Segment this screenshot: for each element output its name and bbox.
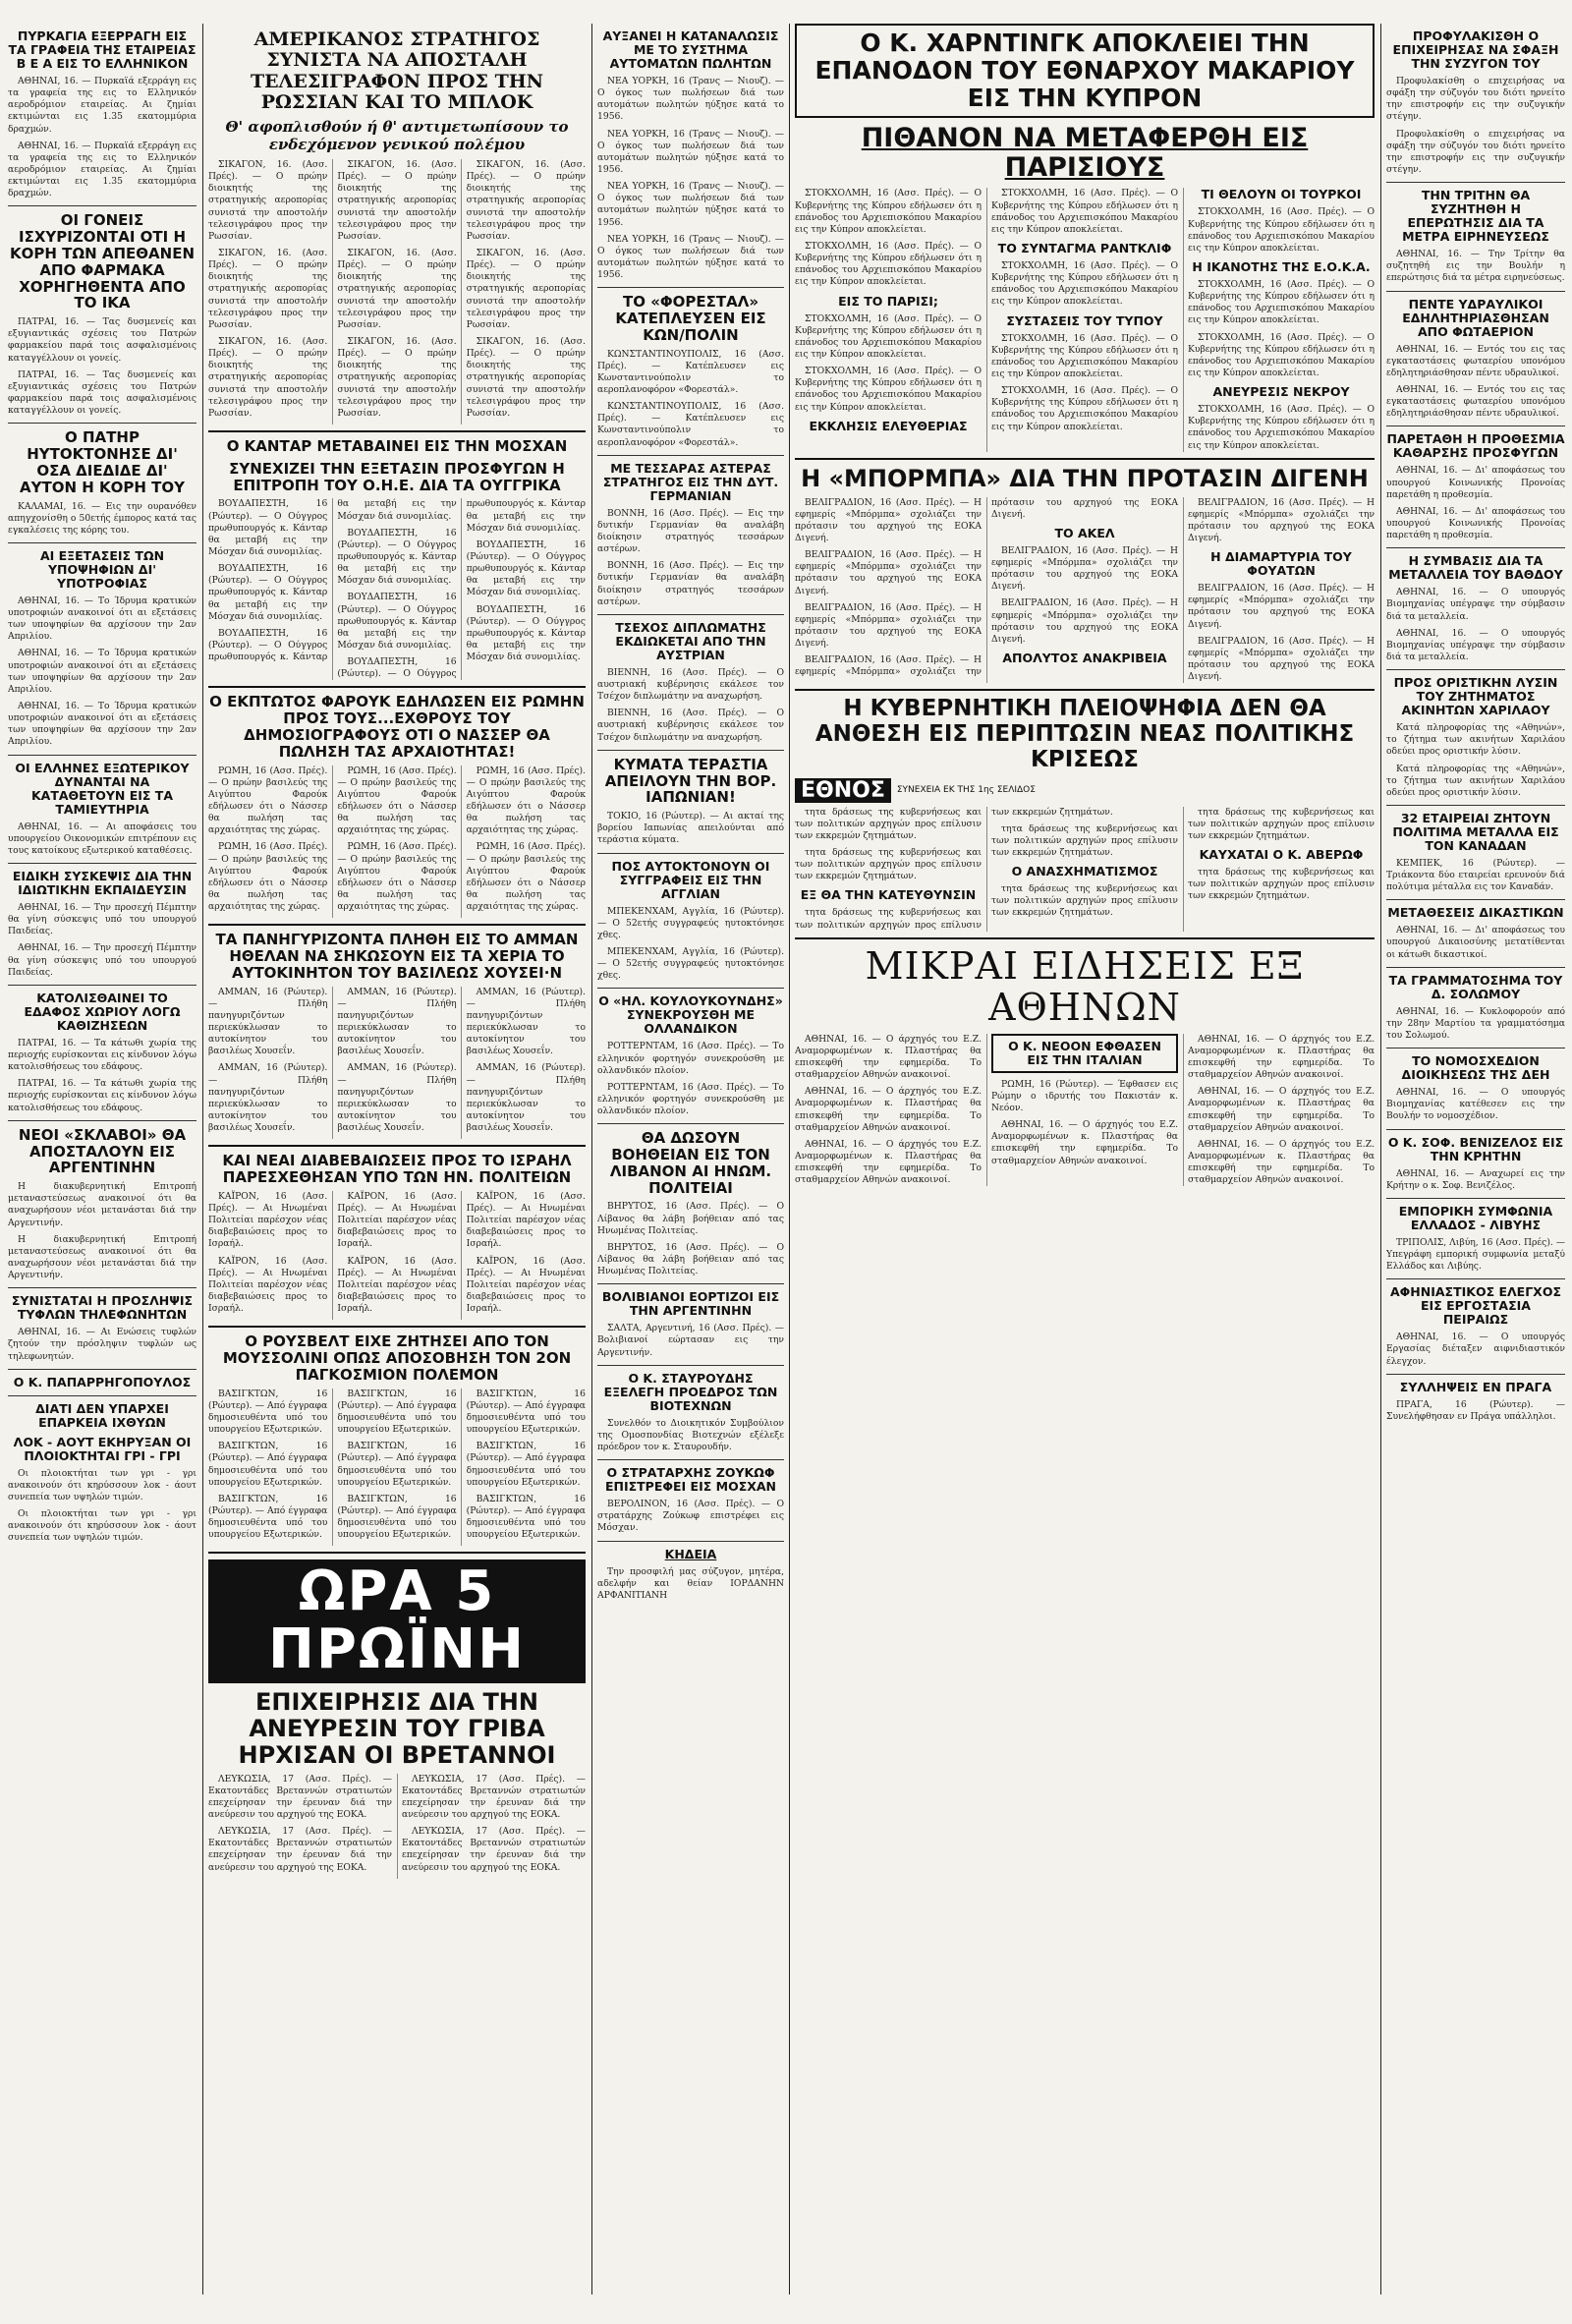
article-text: ΑΘΗΝΑΙ, 16. — Δι' αποφάσεως του υπουργού Κοινωνικής Προνοίας παρετάθη η προθεσμία. (1386, 465, 1565, 500)
article-text: ΑΘΗΝΑΙ, 16. — Ο άρχηγός του Ε.Ζ. Αναμορφωμένων κ. Πλαστήρας θα επισκεφθή την εφημερίδα. Το σταθμαρχείον Αθηνών ανακοινοί. (1188, 1086, 1375, 1133)
article-text: Κατά πληροφορίας της «Αθηνών», το ζήτημα των ακινήτων Χαριλάου οδεύει προς οριστικήν λύσιν. (1386, 763, 1565, 798)
headline: ΠΕΝΤΕ ΥΔΡΑΥΛΙΚΟΙ ΕΔΗΛΗΤΗΡΙΑΣΘΗΣΑΝ ΑΠΟ ΦΩΤΑΕΡΙΟΝ (1402, 296, 1549, 339)
section-heading: ΕΞ ΘΑ ΤΗΝ ΚΑΤΕΥΘΥΝΣΙΝ (800, 887, 977, 903)
article-text: ΒΑΣΙΓΚΤΩΝ, 16 (Ρώυτερ). — Από έγγραφα δημοσιευθέντα υπό του υπουργείου Εξωτερικών. (208, 1441, 328, 1488)
headline: ΤΟ ΝΟΜΟΣΧΕΔΙΟΝ ΔΙΟΙΚΗΣΕΩΣ ΤΗΣ ΔΕΗ (1401, 1053, 1550, 1083)
article-text: ΜΠΕΚΕΝΧΑΜ, Αγγλία, 16 (Ρώυτερ). — Ο 52ετής συγγραφεύς ηυτοκτόνησε χθες. (597, 945, 784, 982)
article-text: ΚΑΪΡΟΝ, 16 (Ασσ. Πρές). — Αι Ηνωμέναι Πολιτείαι παρέσχον νέας διαβεβαιώσεις προς το Ισραήλ. (337, 1255, 457, 1315)
article-text: ΑΘΗΝΑΙ, 16. — Πυρκαϊά εξερράγη εις τα γραφεία της εις το Ελληνικόν αεροδρόμιον εταιρείας. Αι ζημίαι εκτιμώνται εις 1.35 εκατομμύρια δραχμών. (8, 140, 196, 199)
article-text: Η διακυβερνητική Επιτροπή μεταναστεύσεως ανακοινοί ότι θα αναχωρήσουν νέοι μετανάσται διά την Αργεντινήν. (8, 1181, 196, 1228)
article-text: Η διακυβερνητική Επιτροπή μεταναστεύσεως ανακοινοί ότι θα αναχωρήσουν νέοι μετανάσται διά την Αργεντινήν. (8, 1233, 196, 1281)
section-heading: ΑΠΟΛΥΤΟΣ ΑΝΑΚΡΙΒΕΙΑ (1002, 651, 1167, 665)
article-text: ΒΕΛΙΓΡΑΔΙΟΝ, 16 (Ασσ. Πρές). — Η εφημερίς «Μπόρμπα» σχολιάζει την πρότασιν του αρχηγού της ΕΟΚΑ Διγενή. (795, 549, 982, 596)
headline: Ο ΡΟΥΣΒΕΛΤ ΕΙΧΕ ΖΗΤΗΣΕΙ ΑΠΟ ΤΟΝ ΜΟΥΣΣΟΛΙΝΙ ΟΠΩΣ ΑΠΟΣΟΒΗΣΗ ΤΟΝ 2ΟΝ ΠΑΓΚΟΣΜΙΟΝ ΠΟΛΕΜΟΝ (222, 1332, 572, 1384)
article-text: ΠΑΤΡΑΙ, 16. — Τα κάτωθι χωρία της περιοχής ευρίσκονται εις κίνδυνον λόγω κατολισθήσεως του εδάφους. (8, 1037, 196, 1073)
article-text: Συνελθόν το Διοικητικόν Συμβούλιον της Ομοσπονδίας Βιοτεχνών εξέλεξε πρόεδρον τον κ. Σταυρουδήν. (597, 1417, 784, 1452)
article-text: ΣΤΟΚΧΟΛΜΗ, 16 (Ασσ. Πρές). — Ο Κυβερνήτης της Κύπρου εδήλωσεν ότι η επάνοδος του Αρχιεπισκόπου Μακαρίου εις την Κύπρον αποκλείεται. (991, 260, 1178, 308)
article-text: ΑΘΗΝΑΙ, 16. — Αι Ενώσεις τυφλών ζητούν την πρόσληψιν τυφλών ως τηλεφωνητών. (8, 1327, 196, 1362)
article-text: ΑΜΜΑΝ, 16 (Ρώυτερ). — Πλήθη πανηγυριζόντων περιεκύκλωσαν το αυτοκίνητον του βασιλέως Χουσεΐν. (208, 986, 328, 1057)
article-text: ΣΙΚΑΓΟΝ, 16. (Ασσ. Πρές). — Ο πρώην διοικητής της στρατηγικής αεροπορίας συνιστά την αποστολήν τελεσιγράφου προς την Ρωσσίαν. (466, 159, 586, 242)
article-text: ΣΤΟΚΧΟΛΜΗ, 16 (Ασσ. Πρές). — Ο Κυβερνήτης της Κύπρου εδήλωσεν ότι η επάνοδος του Αρχιεπισκόπου Μακαρίου εις την Κύπρον αποκλείεται. (1188, 206, 1375, 254)
article-text: ΚΑΪΡΟΝ, 16 (Ασσ. Πρές). — Αι Ηνωμέναι Πολιτείαι παρέσχον νέας διαβεβαιώσεις προς το Ισραήλ. (337, 1190, 457, 1250)
article-text: ΒΑΣΙΓΚΤΩΝ, 16 (Ρώυτερ). — Από έγγραφα δημοσιευθέντα υπό του υπουργείου Εξωτερικών. (337, 1441, 457, 1488)
article-text: ΣΙΚΑΓΟΝ, 16. (Ασσ. Πρές). — Ο πρώην διοικητής της στρατηγικής αεροπορίας συνιστά την αποστολήν τελεσιγράφου προς την Ρωσσίαν. (466, 248, 586, 330)
article-text: τητα δράσεως της κυβερνήσεως και των πολιτικών αρχηγών προς επίλυσιν των εκκρεμών ζητημάτων. (795, 846, 982, 882)
article-text: ΡΩΜΗ, 16 (Ασσ. Πρές). — Ο πρώην βασιλεύς της Αιγύπτου Φαρούκ εδήλωσεν ότι ο Νάσσερ θα πωλήση τας αρχαιότητας της χώρας. (208, 841, 328, 913)
article-text: ΣΙΚΑΓΟΝ, 16. (Ασσ. Πρές). — Ο πρώην διοικητής της στρατηγικής αεροπορίας συνιστά την αποστολήν τελεσιγράφου προς την Ρωσσίαν. (208, 248, 328, 330)
article-text: ΣΙΚΑΓΟΝ, 16. (Ασσ. Πρές). — Ο πρώην διοικητής της στρατηγικής αεροπορίας συνιστά την αποστολήν τελεσιγράφου προς την Ρωσσίαν. (337, 336, 457, 419)
article-text: ΡΟΤΤΕΡΝΤΑΜ, 16 (Ασσ. Πρές). — Το ελληνικόν φορτηγόν συνεκρούσθη με ολλανδικόν πλοίον. (597, 1081, 784, 1117)
article-text: ΣΙΚΑΓΟΝ, 16. (Ασσ. Πρές). — Ο πρώην διοικητής της στρατηγικής αεροπορίας συνιστά την αποστολήν τελεσιγράφου προς την Ρωσσίαν. (466, 336, 586, 419)
section-heading: ΤΟ ΑΚΕΛ (1054, 525, 1115, 540)
headline: ΚΑΙ ΝΕΑΙ ΔΙΑΒΕΒΑΙΩΣΕΙΣ ΠΡΟΣ ΤΟ ΙΣΡΑΗΛ ΠΑΡΕΣΧΕΘΗΣΑΝ ΥΠΟ ΤΩΝ ΗΝ. ΠΟΛΙΤΕΙΩΝ (222, 1152, 572, 1187)
column-rule (789, 24, 790, 2295)
article-text: ΒΑΣΙΓΚΤΩΝ, 16 (Ρώυτερ). — Από έγγραφα δημοσιευθέντα υπό του υπουργείου Εξωτερικών. (208, 1493, 328, 1541)
section-heading: Η ΙΚΑΝΟΤΗΣ ΤΗΣ Ε.Ο.Κ.Α. (1192, 259, 1371, 275)
article-text: ΛΕΥΚΩΣΙΑ, 17 (Ασσ. Πρές). — Εκατοντάδες Βρεταννών στρατιωτών επεχείρησαν την έρευναν διά την ανεύρεσιν του αρχηγού της ΕΟΚΑ. (402, 1773, 586, 1821)
article-text: ΑΜΜΑΝ, 16 (Ρώυτερ). — Πλήθη πανηγυριζόντων περιεκύκλωσαν το αυτοκίνητον του βασιλέως Χουσεΐν. (466, 986, 586, 1057)
column-1 (8, 24, 196, 2295)
article-text: ΑΘΗΝΑΙ, 16. — Την Τρίτην θα συζητηθή εις την Βουλήν η επερώτησις διά τα μέτρα ειρηνεύσεως. (1386, 249, 1565, 284)
banner-headline: ΩΡΑ 5 ΠΡΩΪΝΗ (208, 1559, 586, 1683)
headline: ΕΜΠΟΡΙΚΗ ΣΥΜΦΩΝΙΑ ΕΛΛΑΔΟΣ - ΛΙΒΥΗΣ (1398, 1203, 1553, 1232)
article-text: ΤΡΙΠΟΛΙΣ, Λιβύη, 16 (Ασσ. Πρές). — Υπεγράφη εμπορική συμφωνία μεταξύ Ελλάδος και Λιβύης. (1386, 1236, 1565, 1273)
headline: ΟΙ ΓΟΝΕΙΣ ΙΣΧΥΡΙΖΟΝΤΑΙ ΟΤΙ Η ΚΟΡΗ ΤΩΝ ΑΠΕΘΑΝΕΝ ΑΠΟ ΦΑΡΜΑΚΑ ΧΟΡΗΓΗΘΕΝΤΑ ΑΠΟ ΤΟ ΙΚΑ (9, 211, 196, 312)
article-text: ΑΘΗΝΑΙ, 16. — Δι' αποφάσεως του υπουργού Δικαιοσύνης μετατίθενται οι κάτωθι δικαστικοί. (1386, 925, 1565, 960)
column-rule (591, 24, 592, 2295)
article-text: ΑΘΗΝΑΙ, 16. — Κυκλοφορούν από την 28ην Μαρτίου τα γραμματόσημα του Σολωμού. (1386, 1005, 1565, 1042)
headline: Η ΣΥΜΒΑΣΙΣ ΔΙΑ ΤΑ ΜΕΤΑΛΛΕΙΑ ΤΟΥ ΒΑΘΔΟΥ (1388, 553, 1563, 583)
article-text: ΒΑΣΙΓΚΤΩΝ, 16 (Ρώυτερ). — Από έγγραφα δημοσιευθέντα υπό του υπουργείου Εξωτερικών. (466, 1388, 586, 1436)
article-text: τητα δράσεως της κυβερνήσεως και των πολιτικών αρχηγών προς επίλυσιν των εκκρεμών ζητημάτων. (991, 883, 1178, 919)
article-text: τητα δράσεως της κυβερνήσεως και των πολιτικών αρχηγών προς επίλυσιν των εκκρεμών ζητημάτων. (1188, 806, 1375, 841)
article-text: ΒΕΛΙΓΡΑΔΙΟΝ, 16 (Ασσ. Πρές). — Η εφημερίς «Μπόρμπα» σχολιάζει την πρότασιν του αρχηγού της ΕΟΚΑ Διγενή. (1188, 583, 1375, 630)
article-text: ΑΜΜΑΝ, 16 (Ρώυτερ). — Πλήθη πανηγυριζόντων περιεκύκλωσαν το αυτοκίνητον του βασιλέως Χουσεΐν. (208, 1062, 328, 1134)
article-text: ΣΤΟΚΧΟΛΜΗ, 16 (Ασσ. Πρές). — Ο Κυβερνήτης της Κύπρου εδήλωσεν ότι η επάνοδος του Αρχιεπισκόπου Μακαρίου εις την Κύπρον αποκλείεται. (1188, 279, 1375, 326)
headline: 32 ΕΤΑΙΡΕΙΑΙ ΖΗΤΟΥΝ ΠΟΛΙΤΙΜΑ ΜΕΤΑΛΛΑ ΕΙΣ ΤΟΝ ΚΑΝΑΔΑΝ (1392, 810, 1559, 853)
article-text: ΒΑΣΙΓΚΤΩΝ, 16 (Ρώυτερ). — Από έγγραφα δημοσιευθέντα υπό του υπουργείου Εξωτερικών. (208, 1388, 328, 1436)
article-text: ΛΕΥΚΩΣΙΑ, 17 (Ασσ. Πρές). — Εκατοντάδες Βρεταννών στρατιωτών επεχείρησαν την έρευναν διά την ανεύρεσιν του αρχηγού της ΕΟΚΑ. (208, 1826, 392, 1873)
section-heading: ΤΟ ΣΥΝΤΑΓΜΑ ΡΑΝΤΚΛΙΦ (997, 241, 1172, 256)
continued-note: ΣΥΝΕΧΕΙΑ ΕΚ ΤΗΣ 1ης ΣΕΛΙΔΟΣ (896, 785, 1036, 796)
article-text: ΒΕΛΙΓΡΑΔΙΟΝ, 16 (Ασσ. Πρές). — Η εφημερίς «Μπόρμπα» σχολιάζει την πρότασιν του αρχηγού της ΕΟΚΑ Διγενή. (991, 544, 1178, 593)
article-text: ΑΘΗΝΑΙ, 16. — Ο άρχηγός του Ε.Ζ. Αναμορφωμένων κ. Πλαστήρας θα επισκεφθή την εφημερίδα. Το σταθμαρχείον Αθηνών ανακοινοί. (1188, 1138, 1375, 1186)
section-heading: Η ΔΙΑΜΑΡΤΥΡΙΑ ΤΟΥ ΦΟΥΑΤΩΝ (1210, 549, 1352, 579)
article-text: ΒΑΣΙΓΚΤΩΝ, 16 (Ρώυτερ). — Από έγγραφα δημοσιευθέντα υπό του υπουργείου Εξωτερικών. (466, 1441, 586, 1488)
headline: Ο Κ. ΠΑΠΑΡΡΗΓΟΠΟΥΛΟΣ (13, 1374, 192, 1389)
section-heading: Ο Κ. ΝΕΟΟΝ ΕΦΘΑΣΕΝ ΕΙΣ ΤΗΝ ΙΤΑΛΙΑΝ (991, 1034, 1178, 1073)
article-text: ΒΗΡΥΤΟΣ, 16 (Ασσ. Πρές). — Ο Λίβανος θα λάβη βοήθειαν από τας Ηνωμένας Πολιτείας. (597, 1201, 784, 1236)
headline: ΠΟΣ ΑΥΤΟΚΤΟΝΟΥΝ ΟΙ ΣΥΓΓΡΑΦΕΙΣ ΕΙΣ ΤΗΝ ΑΓΓΛΙΑΝ (611, 858, 770, 901)
article-text: ΑΘΗΝΑΙ, 16. — Ο άρχηγός του Ε.Ζ. Αναμορφωμένων κ. Πλαστήρας θα επισκεφθή την εφημερίδα. Το σταθμαρχείον Αθηνών ανακοινοί. (1188, 1033, 1375, 1081)
article-text: ΡΩΜΗ, 16 (Ασσ. Πρές). — Ο πρώην βασιλεύς της Αιγύπτου Φαρούκ εδήλωσεν ότι ο Νάσσερ θα πωλήση τας αρχαιότητας της χώρας. (208, 765, 328, 836)
headline: ΣΥΝΙΣΤΑΤΑΙ Η ΠΡΟΣΛΗΨΙΣ ΤΥΦΛΩΝ ΤΗΛΕΦΩΝΗΤΩΝ (11, 1293, 194, 1323)
article-text: ΚΑΪΡΟΝ, 16 (Ασσ. Πρές). — Αι Ηνωμέναι Πολιτείαι παρέσχον νέας διαβεβαιώσεις προς το Ισραήλ. (208, 1255, 328, 1315)
article-text: ΒΟΥΔΑΠΕΣΤΗ, 16 (Ρώυτερ). — Ο Ούγγρος πρωθυπουργός κ. Κάνταρ θα μεταβή εις την Μόσχαν διά συνομιλίας. (337, 527, 457, 587)
article-text: ΑΘΗΝΑΙ, 16. — Εντός του εις τας εγκαταστάσεις φωταερίου υπονόμου εδηλητηριάσθησαν πέντε υδραυλικοί. (1386, 383, 1565, 420)
article-text: ΑΘΗΝΑΙ, 16. — Ο άρχηγός του Ε.Ζ. Αναμορφωμένων κ. Πλαστήρας θα επισκεφθή την εφημερίδα. Το σταθμαρχείον Αθηνών ανακοινοί. (991, 1119, 1178, 1166)
article-text: ΡΩΜΗ, 16 (Ασσ. Πρές). — Ο πρώην βασιλεύς της Αιγύπτου Φαρούκ εδήλωσεν ότι ο Νάσσερ θα πωλήση τας αρχαιότητας της χώρας. (337, 841, 457, 913)
article-text: ΑΘΗΝΑΙ, 16. — Ο άρχηγός του Ε.Ζ. Αναμορφωμένων κ. Πλαστήρας θα επισκεφθή την εφημερίδα. Το σταθμαρχείον Αθηνών ανακοινοί. (795, 1033, 982, 1081)
article-text: ΒΕΛΙΓΡΑΔΙΟΝ, 16 (Ασσ. Πρές). — Η εφημερίς «Μπόρμπα» σχολιάζει την πρότασιν του αρχηγού της ΕΟΚΑ Διγενή. (795, 496, 1178, 678)
headline: ΤΑ ΠΑΝΗΓΥΡΙΖΟΝΤΑ ΠΛΗΘΗ ΕΙΣ ΤΟ ΑΜΜΑΝ ΗΘΕΛΑΝ ΝΑ ΣΗΚΩΣΟΥΝ ΕΙΣ ΤΑ ΧΕΡΙΑ ΤΟ ΑΥΤΟΚΙΝΗΤΟΝ ΤΟΥ ΒΑΣΙΛΕΩΣ ΧΟΥΣΕΙ·Ν (215, 931, 579, 982)
article-text: ΤΟΚΙΟ, 16 (Ρώυτερ). — Αι ακταί της βορείου Ιαπωνίας απειλούνται από τεράστια κύματα. (597, 811, 784, 846)
article-text: ΚΕΜΠΕΚ, 16 (Ρώυτερ). — Τριάκοντα δύο εταιρείαι ερευνούν διά πολύτιμα μέταλλα εις τον Καναδάν. (1386, 857, 1565, 893)
article-text: ΚΑΪΡΟΝ, 16 (Ασσ. Πρές). — Αι Ηνωμέναι Πολιτείαι παρέσχον νέας διαβεβαιώσεις προς το Ισραήλ. (466, 1255, 586, 1315)
article-text: ΒΟΥΔΑΠΕΣΤΗ, 16 (Ρώυτερ). — Ο Ούγγρος πρωθυπουργός κ. Κάνταρ θα μεταβή εις την Μόσχαν διά συνομιλίας. (208, 563, 328, 622)
article-text: ΒΟΥΔΑΠΕΣΤΗ, 16 (Ρώυτερ). — Ο Ούγγρος πρωθυπουργός κ. Κάνταρ θα μεταβή εις την Μόσχαν διά συνομιλίας. (337, 498, 586, 680)
section-heading: ΚΑΥΧΑΤΑΙ Ο Κ. ΑΒΕΡΩΦ (1199, 846, 1364, 862)
article-text: ΑΘΗΝΑΙ, 16. — Ο άρχηγός του Ε.Ζ. Αναμορφωμένων κ. Πλαστήρας θα επισκεφθή την εφημερίδα. Το σταθμαρχείον Αθηνών ανακοινοί. (795, 1086, 982, 1133)
article-text: ΒΙΕΝΝΗ, 16 (Ασσ. Πρές). — Ο αυστριακή κυβέρνησις εκάλεσε τον Τσέχον διπλωμάτην να αναχωρήση. (597, 666, 784, 703)
headline: ΤΑ ΓΡΑΜΜΑΤΟΣΗΜΑ ΤΟΥ Δ. ΣΟΛΩΜΟΥ (1388, 972, 1563, 1001)
headline: ΠΙΘΑΝΟΝ ΝΑ ΜΕΤΑΦΕΡΘΗ ΕΙΣ ΠΑΡΙΣΙΟΥΣ (861, 123, 1309, 184)
article-text: ΑΘΗΝΑΙ, 16. — Ο υπουργός Βιομηχανίας υπέγραψε την σύμβασιν διά τα μεταλλεία. (1386, 587, 1565, 622)
article-text: ΚΩΝΣΤΑΝΤΙΝΟΥΠΟΛΙΣ, 16 (Ασσ. Πρές). — Κατέπλευσεν εις Κωνσταντινούπολιν το αεροπλανοφόρον «Φορεστάλ». (597, 401, 784, 448)
column-rule (202, 24, 203, 2295)
article-text: ΑΘΗΝΑΙ, 16. — Πυρκαϊά εξερράγη εις τα γραφεία της εις το Ελληνικόν αεροδρόμιον εταιρείας. Αι ζημίαι εκτιμώνται εις 1.35 εκατομμύρια δραχμών. (8, 76, 196, 135)
article-text: ΚΩΝΣΤΑΝΤΙΝΟΥΠΟΛΙΣ, 16 (Ασσ. Πρές). — Κατέπλευσεν εις Κωνσταντινούπολιν το αεροπλανοφόρον «Φορεστάλ». (597, 348, 784, 396)
headline: Ο ΚΑΝΤΑΡ ΜΕΤΑΒΑΙΝΕΙ ΕΙΣ ΤΗΝ ΜΟΣΧΑΝ (226, 437, 568, 456)
article-text: ΑΘΗΝΑΙ, 16. — Ο υπουργός Βιομηχανίας κατέθεσεν εις την Βουλήν το νομοσχέδιον. (1386, 1087, 1565, 1122)
article-text: ΚΑΪΡΟΝ, 16 (Ασσ. Πρές). — Αι Ηνωμέναι Πολιτείαι παρέσχον νέας διαβεβαιώσεις προς το Ισραήλ. (466, 1190, 586, 1250)
headline: ΚΗΔΕΙΑ (664, 1546, 717, 1561)
article-text: ΚΑΪΡΟΝ, 16 (Ασσ. Πρές). — Αι Ηνωμέναι Πολιτείαι παρέσχον νέας διαβεβαιώσεις προς το Ισραήλ. (208, 1190, 328, 1250)
article-text: ΒΕΛΙΓΡΑΔΙΟΝ, 16 (Ασσ. Πρές). — Η εφημερίς «Μπόρμπα» σχολιάζει την πρότασιν του αρχηγού της ΕΟΚΑ Διγενή. (795, 601, 982, 650)
article-text: ΒΑΣΙΓΚΤΩΝ, 16 (Ρώυτερ). — Από έγγραφα δημοσιευθέντα υπό του υπουργείου Εξωτερικών. (466, 1493, 586, 1541)
headline: ΑΙ ΕΞΕΤΑΣΕΙΣ ΤΩΝ ΥΠΟΨΗΦΙΩΝ ΔΙ' ΥΠΟΤΡΟΦΙΑΣ (39, 547, 165, 591)
article-text: ΡΩΜΗ, 16 (Ασσ. Πρές). — Ο πρώην βασιλεύς της Αιγύπτου Φαρούκ εδήλωσεν ότι ο Νάσσερ θα πωλήση τας αρχαιότητας της χώρας. (466, 765, 586, 836)
headline: ΠΥΡΚΑΓΙΑ ΕΞΕΡΡΑΓΗ ΕΙΣ ΤΑ ΓΡΑΦΕΙΑ ΤΗΣ ΕΤΑΙΡΕΙΑΣ Β Ε Α ΕΙΣ ΤΟ ΕΛΛΗΝΙΚΟΝ (8, 28, 196, 71)
article-text: ΣΙΚΑΓΟΝ, 16. (Ασσ. Πρές). — Ο πρώην διοικητής της στρατηγικής αεροπορίας συνιστά την αποστολήν τελεσιγράφου προς την Ρωσσίαν. (208, 159, 328, 242)
article-text: ΒΑΣΙΓΚΤΩΝ, 16 (Ρώυτερ). — Από έγγραφα δημοσιευθέντα υπό του υπουργείου Εξωτερικών. (337, 1493, 457, 1541)
article-text: ΠΑΤΡΑΙ, 16. — Τας δυσμενείς και εξυγιαντικάς σχέσεις του Πατρών φαρμακείου παρά τοις ασφαλισμένοις καταγγέλλουν οι γονείς. (8, 368, 196, 417)
headline: Ο Κ. ΧΑΡΝΤΙΝΓΚ ΑΠΟΚΛΕΙΕΙ ΤΗΝ ΕΠΑΝΟΔΟΝ ΤΟΥ ΕΘΝΑΡΧΟΥ ΜΑΚΑΡΙΟΥ ΕΙΣ ΤΗΝ ΚΥΠΡΟΝ (795, 24, 1375, 118)
article-text: ΛΕΥΚΩΣΙΑ, 17 (Ασσ. Πρές). — Εκατοντάδες Βρεταννών στρατιωτών επεχείρησαν την έρευναν διά την ανεύρεσιν του αρχηγού της ΕΟΚΑ. (402, 1826, 586, 1873)
article-text: ΣΤΟΚΧΟΛΜΗ, 16 (Ασσ. Πρές). — Ο Κυβερνήτης της Κύπρου εδήλωσεν ότι η επάνοδος του Αρχιεπισκόπου Μακαρίου εις την Κύπρον αποκλείεται. (991, 385, 1178, 432)
headline: ΜΕΤΑΘΕΣΕΙΣ ΔΙΚΑΣΤΙΚΩΝ (1387, 905, 1564, 921)
article-text: ΝΕΑ ΥΟΡΚΗ, 16 (Τρανς — Νιουζ). — Ο όγκος των πωλήσεων διά των αυτομάτων πωλητών ηύξησε κατά το 1956. (597, 76, 784, 123)
headline: ΚΥΜΑΤΑ ΤΕΡΑΣΤΙΑ ΑΠΕΙΛΟΥΝ ΤΗΝ ΒΟΡ. ΙΑΠΩΝΙΑΝ! (604, 755, 777, 807)
article-text: ΒΟΥΔΑΠΕΣΤΗ, 16 (Ρώυτερ). — Ο Ούγγρος πρωθυπουργός κ. Κάνταρ θα μεταβή εις την Μόσχαν διά συνομιλίας. (466, 538, 586, 598)
article-text: τητα δράσεως της κυβερνήσεως και των πολιτικών αρχηγών προς επίλυσιν των εκκρεμών ζητημάτων. (1188, 866, 1375, 902)
headline: ΠΡΟΦΥΛΑΚΙΣΘΗ Ο ΕΠΙΧΕΙΡΗΣΑΣ ΝΑ ΣΦΑΞΗ ΤΗΝ ΣΥΖΥΓΟΝ ΤΟΥ (1392, 28, 1559, 71)
headline: Ο ΣΤΡΑΤΑΡΧΗΣ ΖΟΥΚΩΦ ΕΠΙΣΤΡΕΦΕΙ ΕΙΣ ΜΟΣΧΑΝ (604, 1465, 777, 1495)
article-text: ΜΠΕΚΕΝΧΑΜ, Αγγλία, 16 (Ρώυτερ). — Ο 52ετής συγγραφεύς ηυτοκτόνησε χθες. (597, 905, 784, 940)
article-text: ΑΜΜΑΝ, 16 (Ρώυτερ). — Πλήθη πανηγυριζόντων περιεκύκλωσαν το αυτοκίνητον του βασιλέως Χουσεΐν. (337, 1062, 457, 1134)
article-text: ΝΕΑ ΥΟΡΚΗ, 16 (Τρανς — Νιουζ). — Ο όγκος των πωλήσεων διά των αυτομάτων πωλητών ηύξησε κατά το 1956. (597, 181, 784, 228)
article-text: ΣΙΚΑΓΟΝ, 16. (Ασσ. Πρές). — Ο πρώην διοικητής της στρατηγικής αεροπορίας συνιστά την αποστολήν τελεσιγράφου προς την Ρωσσίαν. (337, 159, 457, 242)
column-2 (208, 24, 586, 2295)
article-text: Την προσφιλή μας σύζυγον, μητέρα, αδελφήν και θείαν ΙΟΡΔΑΝΗΝ ΑΡΦΑΝΙΤΙΑΝΗ (597, 1565, 784, 1601)
newspaper-logo-icon: ΕΘΝΟΣ (795, 778, 891, 803)
article-text: ΣΤΟΚΧΟΛΜΗ, 16 (Ασσ. Πρές). — Ο Κυβερνήτης της Κύπρου εδήλωσεν ότι η επάνοδος του Αρχιεπισκόπου Μακαρίου εις την Κύπρον αποκλείεται. (1188, 404, 1375, 451)
article-text: ΒΟΥΔΑΠΕΣΤΗ, 16 (Ρώυτερ). — Ο Ούγγρος πρωθυπουργός κ. Κάνταρ θα μεταβή εις την Μόσχαν διά συνομιλίας. (208, 498, 457, 663)
column-4 (795, 24, 1375, 2295)
article-text: ΑΘΗΝΑΙ, 16. — Ο υπουργός Βιομηχανίας υπέγραψε την σύμβασιν διά τα μεταλλεία. (1386, 627, 1565, 662)
article-text: ΡΩΜΗ, 16 (Ρώυτερ). — Έφθασεν εις Ρώμην ο ιδρυτής του Πακιστάν κ. Νεόον. (991, 1078, 1178, 1114)
article-text: ΒΟΝΝΗ, 16 (Ασσ. Πρές). — Εις την δυτικήν Γερμανίαν θα αναλάβη διοίκησιν στρατηγός τεσσάρων αστέρων. (597, 560, 784, 607)
article-text: ΣΤΟΚΧΟΛΜΗ, 16 (Ασσ. Πρές). — Ο Κυβερνήτης της Κύπρου εδήλωσεν ότι η επάνοδος του Αρχιεπισκόπου Μακαρίου εις την Κύπρον αποκλείεται. (991, 188, 1178, 235)
article-text: ΝΕΑ ΥΟΡΚΗ, 16 (Τρανς — Νιουζ). — Ο όγκος των πωλήσεων διά των αυτομάτων πωλητών ηύξησε κατά το 1956. (597, 233, 784, 281)
article-text: Προφυλακίσθη ο επιχειρήσας να σφάξη την σύζυγόν του διότι ηρνείτο την επιστροφήν εις την συζυγικήν στέγην. (1386, 76, 1565, 123)
headline: ΣΥΛΛΗΨΕΙΣ ΕΝ ΠΡΑΓΑ (1399, 1379, 1552, 1394)
article-text: ΡΟΤΤΕΡΝΤΑΜ, 16 (Ασσ. Πρές). — Το ελληνικόν φορτηγόν συνεκρούσθη με ολλανδικόν πλοίον. (597, 1041, 784, 1076)
article-text: ΒΕΛΙΓΡΑΔΙΟΝ, 16 (Ασσ. Πρές). — Η εφημερίς «Μπόρμπα» σχολιάζει την πρότασιν του αρχηγού της ΕΟΚΑ Διγενή. (991, 597, 1178, 645)
article-text: τητα δράσεως της κυβερνήσεως και των πολιτικών αρχηγών προς επίλυσιν των εκκρεμών ζητημάτων. (991, 822, 1178, 858)
section-heading: ΑΝΕΥΡΕΣΙΣ ΝΕΚΡΟΥ (1212, 384, 1350, 400)
section-heading: ΣΥΣΤΑΣΕΙΣ ΤΟΥ ΤΥΠΟΥ (1006, 312, 1163, 328)
article-text: ΠΑΤΡΑΙ, 16. — Τας δυσμενείς και εξυγιαντικάς σχέσεις του Πατρών φαρμακείου παρά τοις ασφαλισμένοις καταγγέλλουν οι γονείς. (8, 316, 196, 364)
article-text: ΠΡΑΓΑ, 16 (Ρώυτερ). — Συνελήφθησαν εν Πράγα υπάλληλοι. (1386, 1398, 1565, 1422)
article-text: ΣΙΚΑΓΟΝ, 16. (Ασσ. Πρές). — Ο πρώην διοικητής της στρατηγικής αεροπορίας συνιστά την αποστολήν τελεσιγράφου προς την Ρωσσίαν. (337, 248, 457, 330)
article-text: ΣΤΟΚΧΟΛΜΗ, 16 (Ασσ. Πρές). — Ο Κυβερνήτης της Κύπρου εδήλωσεν ότι η επάνοδος του Αρχιεπισκόπου Μακαρίου εις την Κύπρον αποκλείεται. (795, 312, 982, 361)
article-text: ΒΟΥΔΑΠΕΣΤΗ, 16 (Ρώυτερ). — Ο Ούγγρος πρωθυπουργός κ. Κάνταρ θα μεταβή εις την Μόσχαν διά συνομιλίας. (337, 592, 457, 651)
article-text: ΒΕΛΙΓΡΑΔΙΟΝ, 16 (Ασσ. Πρές). — Η εφημερίς «Μπόρμπα» σχολιάζει την πρότασιν του αρχηγού της ΕΟΚΑ Διγενή. (795, 496, 982, 544)
article-text: ΑΘΗΝΑΙ, 16. — Το Ίδρυμα κρατικών υποτροφιών ανακοινοί ότι αι εξετάσεις των υποψηφίων θα αρχίσουν την 2αν Απριλίου. (8, 595, 196, 643)
article-text: ΑΜΜΑΝ, 16 (Ρώυτερ). — Πλήθη πανηγυριζόντων περιεκύκλωσαν το αυτοκίνητον του βασιλέως Χουσεΐν. (337, 986, 457, 1057)
article-text: ΣΙΚΑΓΟΝ, 16. (Ασσ. Πρές). — Ο πρώην διοικητής της στρατηγικής αεροπορίας συνιστά την αποστολήν τελεσιγράφου προς την Ρωσσίαν. (208, 336, 328, 419)
headline: ΠΡΟΣ ΟΡΙΣΤΙΚΗΝ ΛΥΣΙΝ ΤΟΥ ΖΗΤΗΜΑΤΟΣ ΑΚΙΝΗΤΩΝ ΧΑΡΙΛΑΟΥ (1393, 675, 1558, 718)
article-text: Οι πλοιοκτήται των γρι - γρι ανακοινούν ότι κηρύσσουν λοκ - άουτ συνεπεία των υψηλών τιμών. (8, 1508, 196, 1544)
headline: Ο Κ. ΣΟΦ. ΒΕΝΙΖΕΛΟΣ ΕΙΣ ΤΗΝ ΚΡΗΤΗΝ (1387, 1134, 1564, 1163)
headline: ΔΙΑΤΙ ΔΕΝ ΥΠΑΡΧΕΙ ΕΠΑΡΚΕΙΑ ΙΧΘΥΩΝ (35, 1400, 169, 1430)
article-text: ΒΗΡΥΤΟΣ, 16 (Ασσ. Πρές). — Ο Λίβανος θα λάβη βοήθειαν από τας Ηνωμένας Πολιτείας. (597, 1241, 784, 1277)
headline: ΛΟΚ - ΑΟΥΤ ΕΚΗΡΥΞΑΝ ΟΙ ΠΛΟΙΟΚΤΗΤΑΙ ΓΡΙ - ΓΡΙ (13, 1434, 192, 1463)
article-text: ΒΟΥΔΑΠΕΣΤΗ, 16 (Ρώυτερ). — Ο Ούγγρος πρωθυπουργός κ. Κάνταρ θα μεταβή εις την Μόσχαν διά συνομιλίας. (208, 498, 328, 557)
article-text: ΒΟΝΝΗ, 16 (Ασσ. Πρές). — Εις την δυτικήν Γερμανίαν θα αναλάβη διοίκησιν στρατηγός τεσσάρων αστέρων. (597, 507, 784, 555)
headline: Η «ΜΠΟΡΜΠΑ» ΔΙΑ ΤΗΝ ΠΡΟΤΑΣΙΝ ΔΙΓΕΝΗ (801, 464, 1369, 492)
article-text: Κατά πληροφορίας της «Αθηνών», το ζήτημα των ακινήτων Χαριλάου οδεύει προς οριστικήν λύσιν. (1386, 722, 1565, 758)
article-text: ΣΤΟΚΧΟΛΜΗ, 16 (Ασσ. Πρές). — Ο Κυβερνήτης της Κύπρου εδήλωσεν ότι η επάνοδος του Αρχιεπισκόπου Μακαρίου εις την Κύπρον αποκλείεται. (991, 332, 1178, 380)
article-text: ΣΤΟΚΧΟΛΜΗ, 16 (Ασσ. Πρές). — Ο Κυβερνήτης της Κύπρου εδήλωσεν ότι η επάνοδος του Αρχιεπισκόπου Μακαρίου εις την Κύπρον αποκλείεται. (795, 366, 982, 413)
article-text: ΑΜΜΑΝ, 16 (Ρώυτερ). — Πλήθη πανηγυριζόντων περιεκύκλωσαν το αυτοκίνητον του βασιλέως Χουσεΐν. (466, 1062, 586, 1134)
article-text: ΝΕΑ ΥΟΡΚΗ, 16 (Τρανς — Νιουζ). — Ο όγκος των πωλήσεων διά των αυτομάτων πωλητών ηύξησε κατά το 1956. (597, 128, 784, 175)
column-3 (597, 24, 784, 2295)
column-rule (1380, 24, 1381, 2295)
article-text: τητα δράσεως της κυβερνήσεως και των πολιτικών αρχηγών προς επίλυσιν των εκκρεμών ζητημάτων. (795, 806, 1113, 931)
headline: ΤΗΝ ΤΡΙΤΗΝ ΘΑ ΣΥΖΗΤΗΘΗ Η ΕΠΕΡΩΤΗΣΙΣ ΔΙΑ ΤΑ ΜΕΤΡΑ ΕΙΡΗΝΕΥΣΕΩΣ (1402, 188, 1549, 245)
article-text: ΒΕΡΟΛΙΝΟΝ, 16 (Ασσ. Πρές). — Ο στρατάρχης Ζούκωφ επιστρέφει εις Μόσχαν. (597, 1499, 784, 1534)
headline: ΕΠΙΧΕΙΡΗΣΙΣ ΔΙΑ ΤΗΝ ΑΝΕΥΡΕΣΙΝ ΤΟΥ ΓΡΙΒΑ ΗΡΧΙΣΑΝ ΟΙ ΒΡΕΤΑΝΝΟΙ (238, 1688, 556, 1769)
headline: ΑΜΕΡΙΚΑΝΟΣ ΣΤΡΑΤΗΓΟΣ ΣΥΝΙΣΤΑ ΝΑ ΑΠΟΣΤΑΛΗ ΤΕΛΕΣΙΓΡΑΦΟΝ ΠΡΟΣ ΤΗΝ ΡΩΣΣΙΑΝ ΚΑΙ ΤΟ ΜΠΛΟΚ (250, 28, 544, 113)
article-text: τητα δράσεως της κυβερνήσεως και των πολιτικών αρχηγών προς επίλυσιν των εκκρεμών ζητημάτων. (795, 806, 982, 841)
headline: ΜΙΚΡΑΙ ΕΙΔΗΣΕΙΣ ΕΞ ΑΘΗΝΩΝ (865, 943, 1305, 1030)
article-text: ΣΤΟΚΧΟΛΜΗ, 16 (Ασσ. Πρές). — Ο Κυβερνήτης της Κύπρου εδήλωσεν ότι η επάνοδος του Αρχιεπισκόπου Μακαρίου εις την Κύπρον αποκλείεται. (1188, 331, 1375, 379)
article-text: ΑΘΗΝΑΙ, 16. — Την προσεχή Πέμπτην θα γίνη σύσκεψις υπό του υπουργού Παιδείας. (8, 902, 196, 937)
article-text: ΑΘΗΝΑΙ, 16. — Αναχωρεί εις την Κρήτην ο κ. Σοφ. Βενιζέλος. (1386, 1167, 1565, 1191)
article-text: ΒΕΛΙΓΡΑΔΙΟΝ, 16 (Ασσ. Πρές). — Η εφημερίς «Μπόρμπα» σχολιάζει την πρότασιν του αρχηγού της ΕΟΚΑ Διγενή. (1188, 496, 1375, 544)
article-text: ΑΘΗΝΑΙ, 16. — Ο υπουργός Εργασίας διέταξεν αιφνιδιαστικόν έλεγχον. (1386, 1332, 1565, 1367)
section-heading: ΕΙΣ ΤΟ ΠΑΡΙΣΙ; (838, 293, 938, 309)
headline: ΚΑΤΟΛΙΣΘΑΙΝΕΙ ΤΟ ΕΔΑΦΟΣ ΧΩΡΙΟΥ ΛΟΓΩ ΚΑΘΙΖΗΣΕΩΝ (24, 990, 181, 1033)
article-text: ΑΘΗΝΑΙ, 16. — Δι' αποφάσεως του υπουργού Κοινωνικής Προνοίας παρετάθη η προθεσμία. (1386, 505, 1565, 541)
headline: ΠΑΡΕΤΑΘΗ Η ΠΡΟΘΕΣΜΙΑ ΚΑΘΑΡΣΗΣ ΠΡΟΣΦΥΓΩΝ (1386, 431, 1565, 461)
article-text: ΣΤΟΚΧΟΛΜΗ, 16 (Ασσ. Πρές). — Ο Κυβερνήτης της Κύπρου εδήλωσεν ότι η επάνοδος του Αρχιεπισκόπου Μακαρίου εις την Κύπρον αποκλείεται. (795, 241, 982, 288)
headline: ΑΦΗΝΙΑΣΤΙΚΟΣ ΕΛΕΓΧΟΣ ΕΙΣ ΕΡΓΟΣΤΑΣΙΑ ΠΕΙΡΑΙΩΣ (1390, 1284, 1561, 1328)
article-text: ΣΤΟΚΧΟΛΜΗ, 16 (Ασσ. Πρές). — Ο Κυβερνήτης της Κύπρου εδήλωσεν ότι η επάνοδος του Αρχιεπισκόπου Μακαρίου εις την Κύπρον αποκλείεται. (795, 188, 982, 235)
headline: ΕΙΔΙΚΗ ΣΥΣΚΕΨΙΣ ΔΙΑ ΤΗΝ ΙΔΙΩΤΙΚΗΝ ΕΚΠΑΙΔΕΥΣΙΝ (12, 869, 193, 898)
headline: ΑΥΞΑΝΕΙ Η ΚΑΤΑΝΑΛΩΣΙΣ ΜΕ ΤΟ ΣΥΣΤΗΜΑ ΑΥΤΟΜΑΤΩΝ ΠΩΛΗΤΩΝ (602, 28, 779, 71)
article-text: ΒΙΕΝΝΗ, 16 (Ασσ. Πρές). — Ο αυστριακή κυβέρνησις εκάλεσε τον Τσέχον διπλωμάτην να αναχωρήση. (597, 708, 784, 743)
section-heading: ΕΚΚΛΗΣΙΣ ΕΛΕΥΘΕΡΙΑΣ (809, 418, 968, 433)
headline: ΤΣΕΧΟΣ ΔΙΠΛΩΜΑΤΗΣ ΕΚΔΙΩΚΕΤΑΙ ΑΠΟ ΤΗΝ ΑΥΣΤΡΙΑΝ (615, 619, 766, 662)
headline: ΘΑ ΔΩΣΟΥΝ ΒΟΗΘΕΙΑΝ ΕΙΣ ΤΟΝ ΛΙΒΑΝΟΝ ΑΙ ΗΝΩΜ. ΠΟΛΙΤΕΙΑΙ (609, 1129, 772, 1197)
headline: Ο ΠΑΤΗΡ ΗΥΤΟΚΤΟΝΗΣΕ ΔΙ' ΟΣΑ ΔΙΕΔΙΔΕ ΔΙ' ΑΥΤΟΝ Η ΚΟΡΗ ΤΟΥ (20, 428, 185, 496)
section-heading: Ο ΑΝΑΣΧΗΜΑΤΙΣΜΟΣ (1011, 864, 1158, 879)
headline: Ο ΕΚΠΤΩΤΟΣ ΦΑΡΟΥΚ ΕΔΗΛΩΣΕΝ ΕΙΣ ΡΩΜΗΝ ΠΡΟΣ ΤΟΥΣ...ΕΧΘΡΟΥΣ ΤΟΥ ΔΗΜΟΣΙΟΓΡΑΦΟΥΣ ΟΤΙ Ο ΝΑΣΣΕΡ ΘΑ ΠΩΛΗΣΗ ΤΑΣ ΑΡΧΑΙΟΤΗΤΑΣ! (209, 693, 585, 761)
headline: Ο Κ. ΣΤΑΥΡΟΥΔΗΣ ΕΞΕΛΕΓΗ ΠΡΟΕΔΡΟΣ ΤΩΝ ΒΙΟΤΕΧΝΩΝ (603, 1370, 778, 1413)
headline: ΣΥΝΕΧΙΖΕΙ ΤΗΝ ΕΞΕΤΑΣΙΝ ΠΡΟΣΦΥΓΩΝ Η ΕΠΙΤΡΟΠΗ ΤΟΥ Ο.Η.Ε. ΔΙΑ ΤΑ ΟΥΓΓΡΙΚΑ (229, 459, 565, 494)
article-text: ΡΩΜΗ, 16 (Ασσ. Πρές). — Ο πρώην βασιλεύς της Αιγύπτου Φαρούκ εδήλωσεν ότι ο Νάσσερ θα πωλήση τας αρχαιότητας της χώρας. (466, 841, 586, 913)
article-text: ΑΘΗΝΑΙ, 16. — Το Ίδρυμα κρατικών υποτροφιών ανακοινοί ότι αι εξετάσεις των υποψηφίων θα αρχίσουν την 2αν Απριλίου. (8, 701, 196, 748)
article-text: Οι πλοιοκτήται των γρι - γρι ανακοινούν ότι κηρύσσουν λοκ - άουτ συνεπεία των υψηλών τιμών. (8, 1467, 196, 1502)
article-text: ΑΘΗΝΑΙ, 16. — Αι αποφάσεις του υπουργείου Οικονομικών επιτρέπουν εις τους κατοίκους εξωτερικού καταθέσεις. (8, 821, 196, 856)
headline: ΒΟΛΙΒΙΑΝΟΙ ΕΟΡΤΙΖΟΙ ΕΙΣ ΤΗΝ ΑΡΓΕΝΤΙΝΗΝ (601, 1289, 780, 1319)
article-text: ΠΑΤΡΑΙ, 16. — Τα κάτωθι χωρία της περιοχής ευρίσκονται εις κίνδυνον λόγω κατολισθήσεως του εδάφους. (8, 1078, 196, 1113)
headline: ΜΕ ΤΕΣΣΑΡΑΣ ΑΣΤΕΡΑΣ ΣΤΡΑΤΗΓΟΣ ΕΙΣ ΤΗΝ ΔΥΤ. ΓΕΡΜΑΝΙΑΝ (602, 460, 779, 503)
headline: Η ΚΥΒΕΡΝΗΤΙΚΗ ΠΛΕΙΟΨΗΦΙΑ ΔΕΝ ΘΑ ΑΝΘΕΣΗ ΕΙΣ ΠΕΡΙΠΤΩΣΙΝ ΝΕΑΣ ΠΟΛΙΤΙΚΗΣ ΚΡΙΣΕΩΣ (814, 696, 1355, 772)
article-text: ΒΟΥΔΑΠΕΣΤΗ, 16 (Ρώυτερ). — Ο Ούγγρος πρωθυπουργός κ. Κάνταρ θα μεταβή εις την Μόσχαν διά συνομιλίας. (466, 603, 586, 663)
article-text: Προφυλακίσθη ο επιχειρήσας να σφάξη την σύζυγόν του διότι ηρνείτο την επιστροφήν εις την συζυγικήν στέγην. (1386, 128, 1565, 175)
headline: ΝΕΟΙ «ΣΚΛΑΒΟΙ» ΘΑ ΑΠΟΣΤΑΛΟΥΝ ΕΙΣ ΑΡΓΕΝΤΙΝΗΝ (18, 1125, 187, 1177)
section-heading: ΤΙ ΘΕΛΟΥΝ ΟΙ ΤΟΥΡΚΟΙ (1201, 187, 1362, 202)
article-text: ΡΩΜΗ, 16 (Ασσ. Πρές). — Ο πρώην βασιλεύς της Αιγύπτου Φαρούκ εδήλωσεν ότι ο Νάσσερ θα πωλήση τας αρχαιότητας της χώρας. (337, 765, 457, 836)
headline: ΤΟ «ΦΟΡΕΣΤΑΛ» ΚΑΤΕΠΛΕΥΣΕΝ ΕΙΣ ΚΩΝ/ΠΟΛΙΝ (615, 293, 766, 344)
article-text: ΒΑΣΙΓΚΤΩΝ, 16 (Ρώυτερ). — Από έγγραφα δημοσιευθέντα υπό του υπουργείου Εξωτερικών. (337, 1388, 457, 1436)
column-5 (1386, 24, 1565, 2295)
article-text: ΛΕΥΚΩΣΙΑ, 17 (Ασσ. Πρές). — Εκατοντάδες Βρεταννών στρατιωτών επεχείρησαν την έρευναν διά την ανεύρεσιν του αρχηγού της ΕΟΚΑ. (208, 1773, 392, 1821)
article-text: ΑΘΗΝΑΙ, 16. — Το Ίδρυμα κρατικών υποτροφιών ανακοινοί ότι αι εξετάσεις των υποψηφίων θα αρχίσουν την 2αν Απριλίου. (8, 648, 196, 695)
headline: ΟΙ ΕΛΛΗΝΕΣ ΕΞΩΤΕΡΙΚΟΥ ΔΥΝΑΝΤΑΙ ΝΑ ΚΑΤΑΘΕΤΟΥΝ ΕΙΣ ΤΑ ΤΑΜΙΕΥΤΗΡΙΑ (15, 760, 190, 817)
article-text: ΑΘΗΝΑΙ, 16. — Εντός του εις τας εγκαταστάσεις φωταερίου υπονόμου εδηλητηριάσθησαν πέντε υδραυλικοί. (1386, 343, 1565, 378)
article-text: ΚΑΛΑΜΑΙ, 16. — Εις την ουρανόθεν απηγχονίσθη ο 50ετής έμπορος κατά τας εγκαλέσεις της κόρης του. (8, 500, 196, 536)
headline: Ο «ΗΛ. ΚΟΥΛΟΥΚΟΥΝΔΗΣ» ΣΥΝΕΚΡΟΥΣΘΗ ΜΕ ΟΛΛΑΝΔΙΚΟΝ (598, 993, 783, 1037)
article-text: ΑΘΗΝΑΙ, 16. — Ο άρχηγός του Ε.Ζ. Αναμορφωμένων κ. Πλαστήρας θα επισκεφθή την εφημερίδα. Το σταθμαρχείον Αθηνών ανακοινοί. (795, 1138, 982, 1186)
article-text: ΣΑΛΤΑ, Αργεντινή, 16 (Ασσ. Πρές). — Βολιβιανοί εώρτασαν εις την Αργεντινήν. (597, 1323, 784, 1358)
article-text: ΒΕΛΙΓΡΑΔΙΟΝ, 16 (Ασσ. Πρές). — Η εφημερίς «Μπόρμπα» σχολιάζει την πρότασιν του αρχηγού της ΕΟΚΑ Διγενή. (1188, 635, 1375, 683)
article-text: ΑΘΗΝΑΙ, 16. — Την προσεχή Πέμπτην θα γίνη σύσκεψις υπό του υπουργού Παιδείας. (8, 942, 196, 978)
subheadline: Θ' αφοπλισθούν ή θ' αντιμετωπίσουν το ενδεχόμενον γενικού πολέμου (225, 118, 569, 154)
